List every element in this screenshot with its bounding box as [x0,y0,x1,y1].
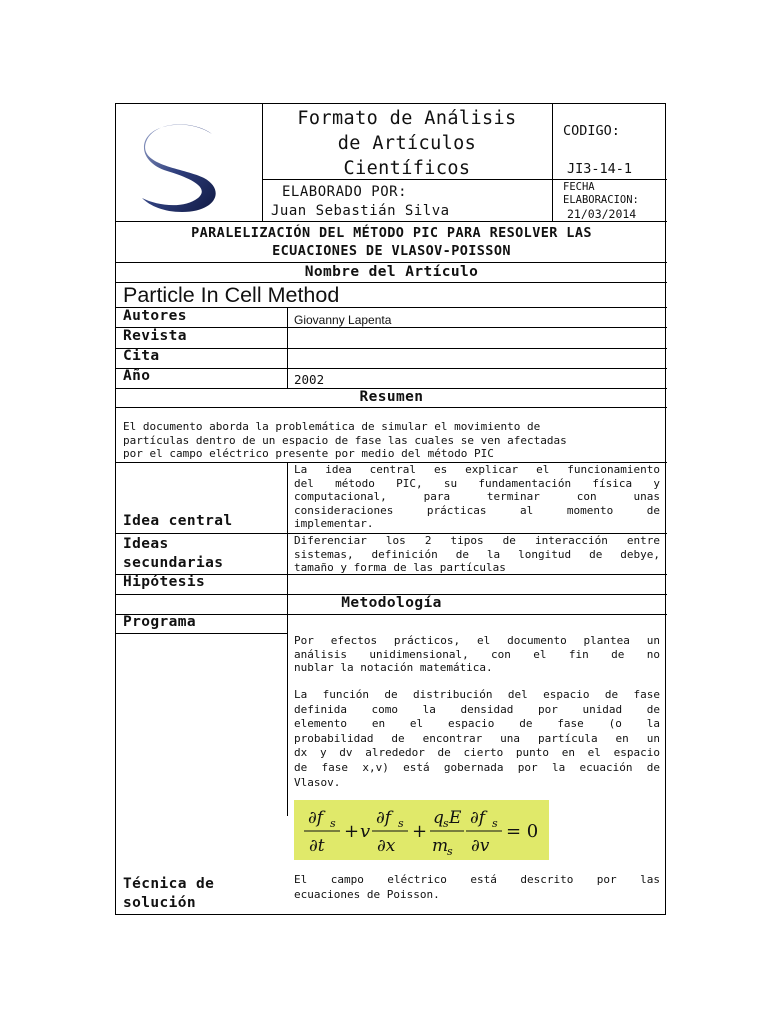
metodologia-paragraph-3: El campo eléctrico está descrito por las ecuaciones de Poisson. [294,873,660,901]
vlasov-equation [294,800,549,860]
nombre-header: Nombre del Artículo [304,264,479,280]
logo [124,114,254,219]
svg-text:s: s [398,817,404,830]
elaborado-value: Juan Sebastián Silva [271,203,450,219]
tecnica-label: Técnica de solución [123,876,215,911]
svg-text:∂f: ∂f [308,808,324,828]
svg-text:E: E [449,808,462,828]
anio-value: 2002 [294,372,325,387]
resumen-header: Resumen [359,389,424,405]
idea-central-text: La idea central es explicar el funcionamiento del método PIC, su fundamentación física y computacional, para terminar con unas consideraciones prácticas al momento de implementar. [294,463,660,530]
svg-text:∂v: ∂v [471,836,490,856]
svg-text:+: + [344,821,360,842]
svg-text:∂f: ∂f [376,808,392,828]
autores-value: Giovanny Lapenta [294,313,392,327]
ideas-secundarias-text: Diferenciar los 2 tipos de interacción entre sistemas, definición de la longitud de debye, tamaño y forma de las partículas [294,534,660,574]
cita-label: Cita [123,348,160,364]
svg-text:q: q [433,808,444,828]
hipotesis-label: Hipótesis [123,574,206,590]
codigo-value: JI3-14-1 [567,161,633,177]
idea-central-label: Idea central [123,513,233,529]
revista-label: Revista [123,328,187,344]
anio-label: Año [123,368,151,384]
svg-text:+: + [412,821,428,842]
article-title: PARALELIZACIÓN DEL MÉTODO PIC PARA RESOLVER LAS ECUACIONES DE VLASOV-POISSON [191,225,592,259]
metodologia-paragraph-2: La función de distribución del espacio de fase definida como la densidad por unidad de elemento en el espacio de fase (o la probabilidad de encontrar una partícula en un dx y dv alrededor de cierto punto en el espacio de fase x,v) está gobernada por la ecuación de Vlasov. [294,688,660,789]
svg-text:v: v [360,821,371,842]
svg-text:∂t: ∂t [309,836,325,856]
fecha-value: 21/03/2014 [567,207,637,221]
svg-text:s: s [443,817,449,830]
analysis-form [115,103,666,915]
metodologia-header: Metodología [341,595,442,611]
form-title: Formato de Análisis de Artículos Científicos [297,108,517,179]
svg-text:s: s [492,817,498,830]
elaborado-label: ELABORADO POR: [282,184,408,200]
svg-text:s: s [447,845,453,858]
svg-text:∂x: ∂x [377,836,396,856]
svg-text:∂f: ∂f [470,808,486,828]
metodologia-paragraph-1: Por efectos prácticos, el documento plantea un análisis unidimensional, con el fin de no nublar la notación matemática. [294,634,660,674]
programa-label: Programa [123,614,197,630]
codigo-label: CODIGO: [563,123,620,139]
svg-text:m: m [432,836,449,856]
ideas-secundarias-label: Ideas secundarias [123,536,224,571]
resumen-text: El documento aborda la problemática de simular el movimiento de partículas dentro de un espacio de fase las cuales se ven afectadas por el campo eléctrico presente por medio del método PIC [123,420,567,460]
fecha-label: FECHA ELABORACION: [563,181,639,206]
autores-label: Autores [123,308,187,324]
svg-text:= 0: = 0 [506,821,539,842]
svg-text:s: s [330,817,336,830]
article-name: Particle In Cell Method [123,283,340,307]
